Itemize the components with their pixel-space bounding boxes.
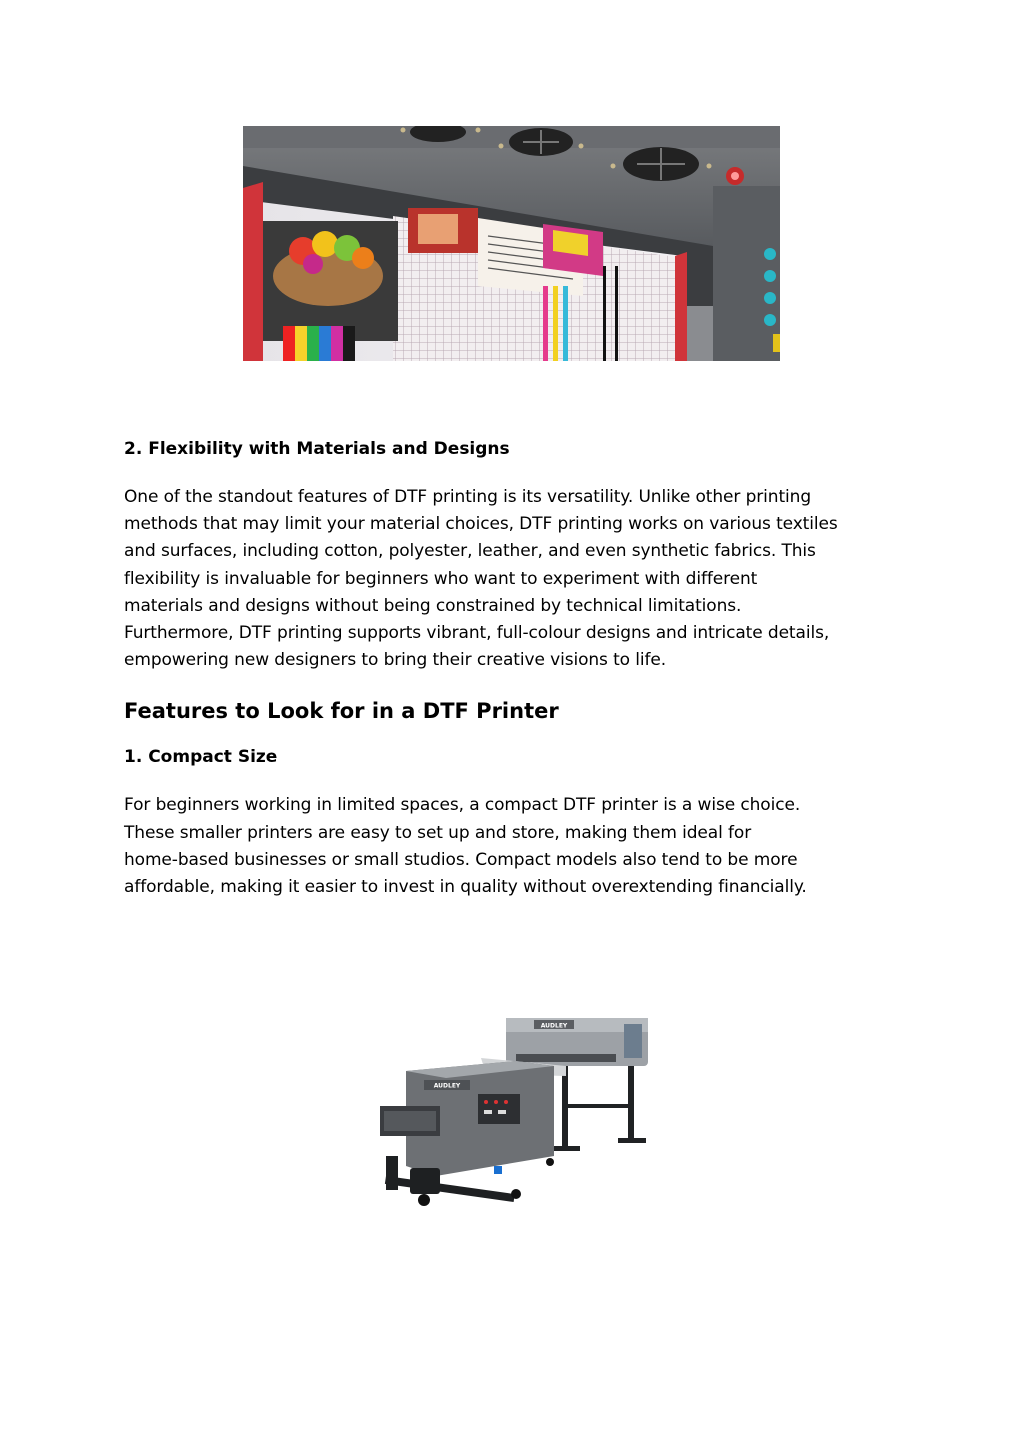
printer-closeup-image <box>243 126 780 361</box>
paragraph-line: affordable, making it easier to invest in quality without overextending financially. <box>124 877 807 898</box>
shaker-brand-label: AUDLEY <box>433 1082 461 1090</box>
dtf-printer-and-shaker-icon <box>366 1016 656 1216</box>
compact-size-heading: 1. Compact Size <box>124 747 278 768</box>
printer-brand-label: AUDLEY <box>540 1022 568 1030</box>
compact-size-paragraph <box>124 792 914 901</box>
paragraph-line: methods that may limit your material choices, DTF printing works on various textiles <box>124 514 838 535</box>
paragraph-line: One of the standout features of DTF printing is its versatility. Unlike other printing <box>124 487 812 507</box>
paragraph-line: These smaller printers are easy to set up and store, making them ideal for <box>124 822 752 843</box>
paragraph-line: flexibility is invaluable for beginners who want to experiment with different <box>124 568 758 589</box>
flexibility-paragraph <box>124 484 914 674</box>
paragraph-line: For beginners working in limited spaces, a compact DTF printer is a wise choice. <box>124 795 801 816</box>
printer-shaker-image <box>366 1016 656 1216</box>
dtf-printer-closeup-icon <box>243 126 780 361</box>
paragraph-line: home-based businesses or small studios. Compact models also tend to be more <box>124 849 798 870</box>
paragraph-line: materials and designs without being constrained by technical limitations. <box>124 595 742 616</box>
article-content <box>124 436 914 923</box>
paragraph-line: Furthermore, DTF printing supports vibrant, full-colour designs and intricate details, <box>124 623 830 644</box>
features-heading: Features to Look for in a DTF Printer <box>124 699 559 724</box>
flexibility-heading: 2. Flexibility with Materials and Designs <box>124 439 510 459</box>
paragraph-line: empowering new designers to bring their creative visions to life. <box>124 650 667 671</box>
paragraph-line: and surfaces, including cotton, polyester, leather, and even synthetic fabrics. This <box>124 541 816 562</box>
